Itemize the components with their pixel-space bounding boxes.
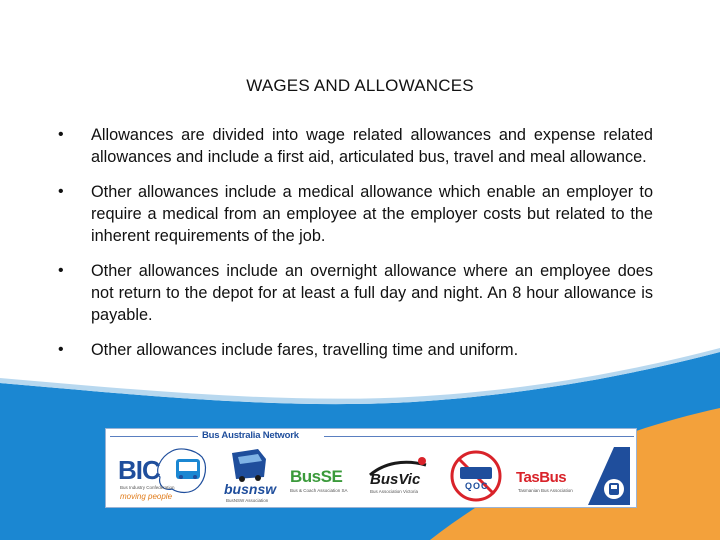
- bus-emblem-icon: [584, 445, 634, 507]
- busnsw-logo: [218, 445, 284, 507]
- bic-tagline: moving people: [120, 492, 173, 501]
- list-item: [58, 260, 653, 326]
- busse-subtitle: Bus & Coach Association SA: [290, 488, 348, 493]
- tasbus-wordmark: TasBus: [516, 469, 567, 486]
- wa-bus-emblem-logo: [584, 445, 634, 507]
- bullet-list: [58, 124, 653, 374]
- busvic-wordmark: BusVic: [370, 471, 421, 488]
- busvic-subtitle: Bus Association Victoria: [370, 489, 418, 494]
- bullet-text: Other allowances include fares, travelling time and uniform.: [91, 341, 519, 359]
- bic-logo: [114, 445, 214, 507]
- network-title: Bus Australia Network: [202, 430, 299, 441]
- bullet-dot: •: [58, 262, 64, 279]
- busse-logo: [288, 445, 356, 507]
- strip-divider: [110, 436, 198, 437]
- bus-australia-network-logos: [105, 428, 637, 508]
- qoc-logo: [446, 445, 510, 507]
- tasbus-logo: [514, 445, 580, 507]
- bic-subtitle: Bus Industry Confederation: [120, 485, 175, 490]
- bullet-text: Other allowances include an overnight allowance where an employee does not return to the depot for at least a full day and night. An 8 hour allowance is payable.: [91, 262, 653, 324]
- busvic-logo: [364, 445, 436, 507]
- list-item: [58, 181, 653, 247]
- busnsw-subtitle: BusNSW Association: [226, 498, 269, 503]
- busnsw-wordmark: busnsw: [224, 481, 277, 497]
- qoc-wordmark: QOC: [465, 481, 489, 491]
- bullet-text: Allowances are divided into wage related allowances and expense related allowances and include a first aid, articulated bus, travel and meal allowance.: [91, 126, 653, 166]
- bus-icon: [218, 445, 284, 485]
- bic-wordmark: BIC: [118, 455, 160, 485]
- busse-wordmark: BusSE: [290, 467, 343, 486]
- list-item: [58, 124, 653, 168]
- tasbus-subtitle: Tasmanian Bus Association: [518, 488, 573, 493]
- qoc-emblem-icon: [446, 445, 510, 507]
- strip-header: [106, 429, 636, 443]
- list-item: [58, 339, 653, 361]
- slide-title: WAGES AND ALLOWANCES: [246, 76, 474, 95]
- bullet-dot: •: [58, 126, 64, 143]
- strip-divider: [324, 436, 634, 437]
- bullet-dot: •: [58, 341, 64, 358]
- bullet-text: Other allowances include a medical allowance which enable an employer to require a medical from an employee at the employer costs but related to the inherent requirements of the job.: [91, 183, 653, 245]
- bullet-dot: •: [58, 183, 64, 200]
